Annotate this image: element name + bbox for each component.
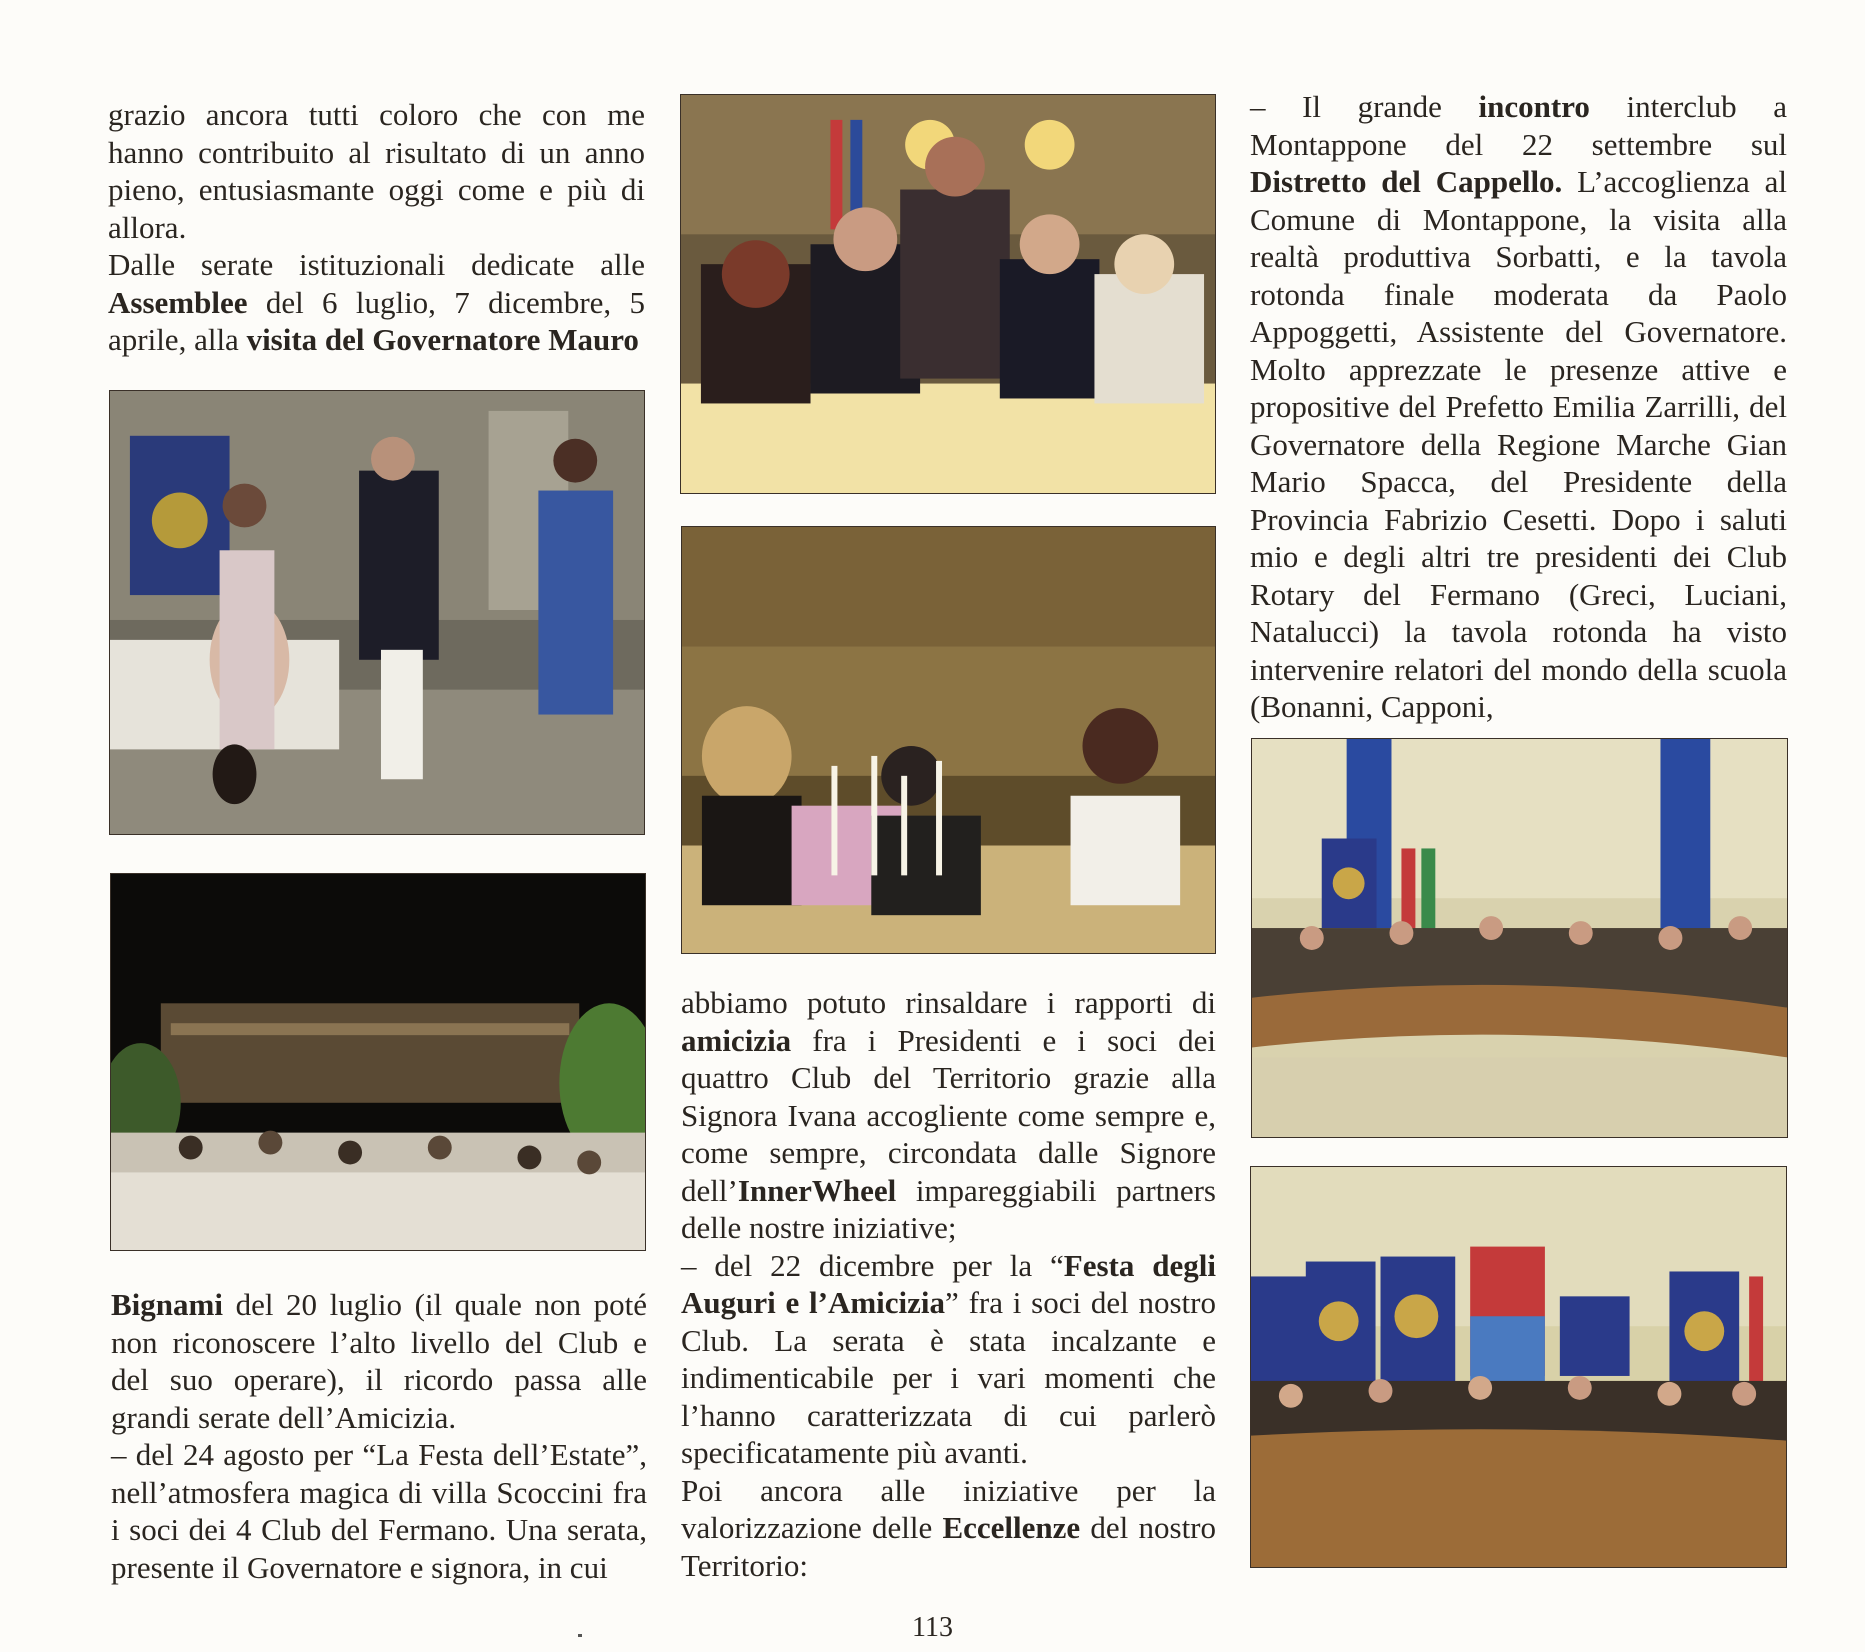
paragraph: – Il grande incontro interclub a Montappone del 22 settembre sul Distretto del Cappello. L’accoglienza al Comune di Montappone, la visita alla realtà produttiva Sorbatti, e la tavola rotonda finale moderata da Paolo Appoggetti, Assistente del Governatore. Molto apprezzate le presenze attive e propositive del Prefetto Emilia Zarrilli, del Governatore della Regione Marche Gian Mario Spacca, del Presidente della Provincia Fabrizio Cesetti. Dopo i saluti mio e degli altri tre presidenti dei Club Rotary del Fermano (Greci, Luciani, Natalucci) la tavola rotonda ha visto intervenire relatori del mondo della scuola (Bonanni, Capponi, — [1250, 89, 1787, 724]
paragraph: grazio ancora tutti coloro che con me hanno contribuito al risultato di un anno pieno, entusiasmante oggi come e più di allora. — [108, 97, 645, 245]
paragraph: – del 24 agosto per “La Festa dell’Estate”, nell’atmosfera magica di villa Scoccini fra i soci dei 4 Club del Fermano. Una serata, presente il Governatore e signora, in cui — [111, 1437, 647, 1585]
photo-candlelight-dinner — [681, 526, 1216, 954]
print-speck — [578, 1634, 582, 1637]
paragraph: – del 22 dicembre per la “Festa degli Auguri e l’Amicizia” fra i soci del nostro Club. La serata è stata incalzante e indimenticabile per i vari momenti che l’hanno caratterizzata di cui parlerò specificatamente più avanti. — [681, 1247, 1217, 1470]
photo-award-ceremony — [109, 390, 645, 835]
paragraph: abbiamo potuto rinsaldare i rapporti di amicizia fra i Presidenti e i soci dei quattro Club del Territorio grazie alla Signora Ivana accogliente come sempre e, come sempre, circondata dalle Signore dell’InnerWheel impareggiabili partners delle nostre iniziative; — [681, 985, 1216, 1245]
column-1-bottom-text — [111, 1286, 647, 1586]
photo-panel-banners — [1250, 1166, 1787, 1568]
paragraph: Bignami del 20 luglio (il quale non poté non riconoscere l’alto livello del Club e del suo operare), il ricordo passa alle grandi serate dell’Amicizia. — [111, 1287, 647, 1435]
paragraph: Poi ancora alle iniziative per la valorizzazione delle Eccellenze del nostro Territorio: — [681, 1472, 1217, 1583]
photo-table-group — [680, 94, 1216, 494]
column-2-bottom-text — [681, 984, 1216, 1584]
page-number: 113 — [912, 1612, 953, 1643]
photo-night-dinner-villa — [110, 873, 646, 1251]
column-3-top-text — [1250, 88, 1787, 726]
column-1-top-text — [108, 96, 645, 359]
paragraph: Dalle serate istituzionali dedicate alle Assemblee del 6 luglio, 7 dicembre, 5 aprile, alla visita del Governatore Mauro — [108, 247, 645, 357]
photo-council-round-table — [1251, 738, 1788, 1138]
